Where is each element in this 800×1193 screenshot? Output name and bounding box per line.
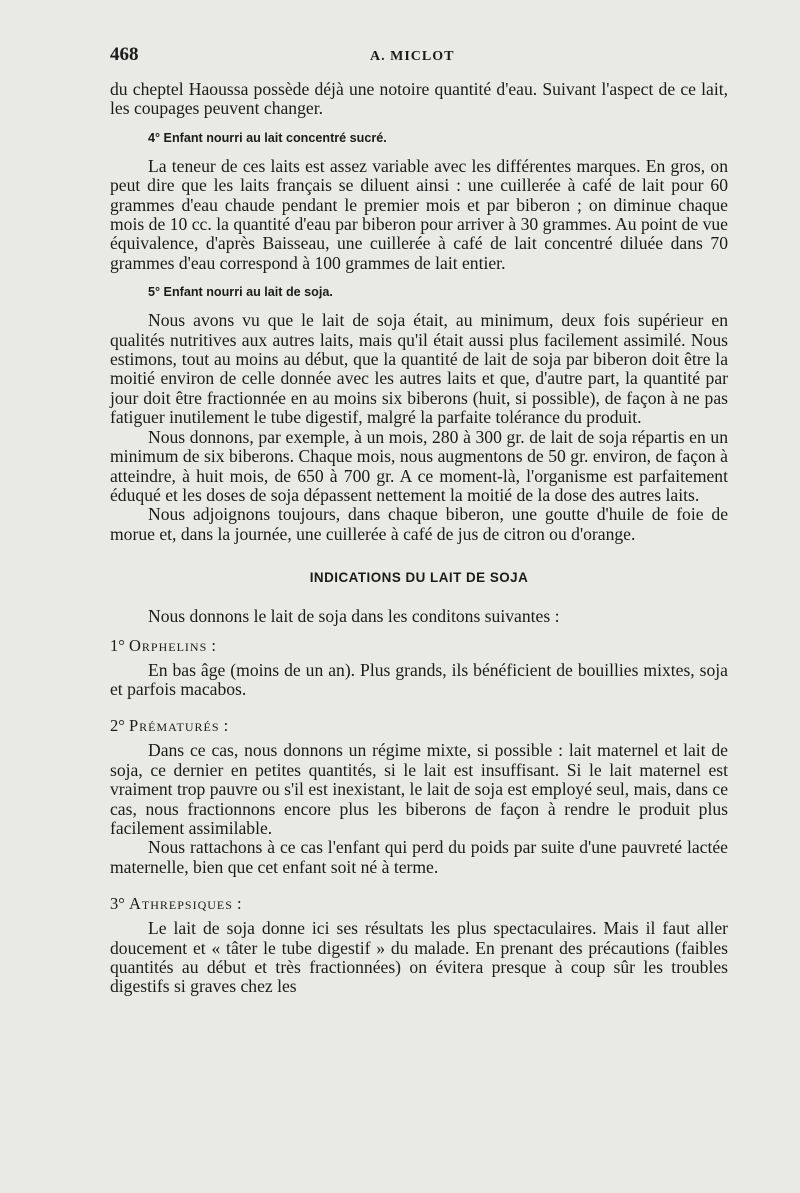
section-title: INDICATIONS DU LAIT DE SOJA (309, 570, 529, 586)
item-label: Orphelins (128, 635, 208, 655)
indication-item-3 (110, 894, 728, 997)
item-heading (110, 894, 728, 914)
running-head: A. MICLOT (370, 49, 455, 64)
item-number: 3° (110, 894, 125, 914)
item-colon: : (207, 635, 216, 655)
paragraph-soja-1: Nous avons vu que le lait de soja était, au minimum, deux fois supérieur en qualités nutritives aux autres laits, mais qu'il était aussi plus facilement assimilé. Nous estimons, tout au moins au début, que la quantité de lait de soja par biberon doit être la moitié environ de celle donnée avec les autres laits et que, d'autre part, la quantité par jour doit être fractionnée en au moins six biberons (huit, si possible), de façon à ne pas fatiguer inutilement le tube digestif, malgré la parfaite tolérance du produit. (110, 310, 728, 428)
item-colon: : (219, 716, 229, 736)
paragraph-continuation: du cheptel Haoussa possède déjà une notoire quantité d'eau. Suivant l'aspect de ce lait, les coupages peuvent changer. (110, 79, 728, 119)
item-heading (110, 716, 728, 736)
item-paragraph: En bas âge (moins de un an). Plus grands, ils bénéficient de bouillies mixtes, soja et parfois macabos. (110, 659, 728, 699)
paragraph-lait-concentre: La teneur de ces laits est assez variable avec les différentes marques. En gros, on peut dire que les laits français se diluent ainsi : une cuillerée à café de lait pour 60 grammes d'eau chaude pendant le premier mois et par biberon ; on diminue chaque mois de 10 cc. la quantité d'eau par biberon pour arriver à 30 grammes. Au point de vue équivalence, d'après Baisseau, une cuillerée à café de lait concentré diluée dans 70 grammes d'eau correspond à 100 grammes de lait entier. (110, 155, 728, 273)
item-label: Athrepsiques (128, 894, 233, 914)
indication-item-1 (110, 636, 728, 700)
item-number: 1° (110, 635, 125, 655)
item-paragraph: Dans ce cas, nous donnons un régime mixte, si possible : lait maternel et lait de soja, ce dernier en petites quantités, si le lait est insuffisant. Si le lait maternel est vraiment trop pauvre ou s'il est inexistant, le lait de soja est employé seul, mais, dans ce cas, nous fractionnons encore plus les biberons de façon à rendre le produit plus facilement assimilable. (110, 740, 728, 838)
paragraph-soja-2: Nous donnons, par exemple, à un mois, 280 à 300 gr. de lait de soja répartis en un minimum de six biberons. Chaque mois, nous augmentons de 50 gr. environ, de façon à atteindre, à huit mois, de 650 à 700 gr. A ce moment-là, l'organisme est parfaitement éduqué et les doses de soja dépassent nettement la moitié de la dose des autres laits. (110, 426, 728, 505)
subheading-lait-concentre: 4° Enfant nourri au lait concentré sucré. (148, 130, 387, 145)
item-paragraph: Le lait de soja donne ici ses résultats les plus spectaculaires. Mais il faut aller doucement et « tâter le tube digestif » du malade. En prenant des précautions (faibles quantités au début et très fractionnées) on évitera presque à coup sûr les troubles digestifs si graves chez les (110, 918, 728, 997)
subheading-lait-soja: 5° Enfant nourri au lait de soja. (148, 285, 333, 300)
item-paragraph: Nous rattachons à ce cas l'enfant qui perd du poids par suite d'une pauvreté lactée maternelle, bien que cet enfant soit né à terme. (110, 837, 728, 877)
item-heading (110, 636, 728, 656)
page-number: 468 (110, 44, 139, 65)
section-intro: Nous donnons le lait de soja dans les conditons suivantes : (148, 606, 560, 627)
item-number: 2° (110, 716, 125, 736)
item-colon: : (232, 894, 242, 914)
indication-item-2 (110, 716, 728, 877)
paragraph-soja-3: Nous adjoignons toujours, dans chaque biberon, une goutte d'huile de foie de morue et, dans la journée, une cuillerée à café de jus de citron ou d'orange. (110, 504, 728, 544)
page-header (110, 44, 728, 80)
item-label: Prématurés (128, 716, 220, 736)
